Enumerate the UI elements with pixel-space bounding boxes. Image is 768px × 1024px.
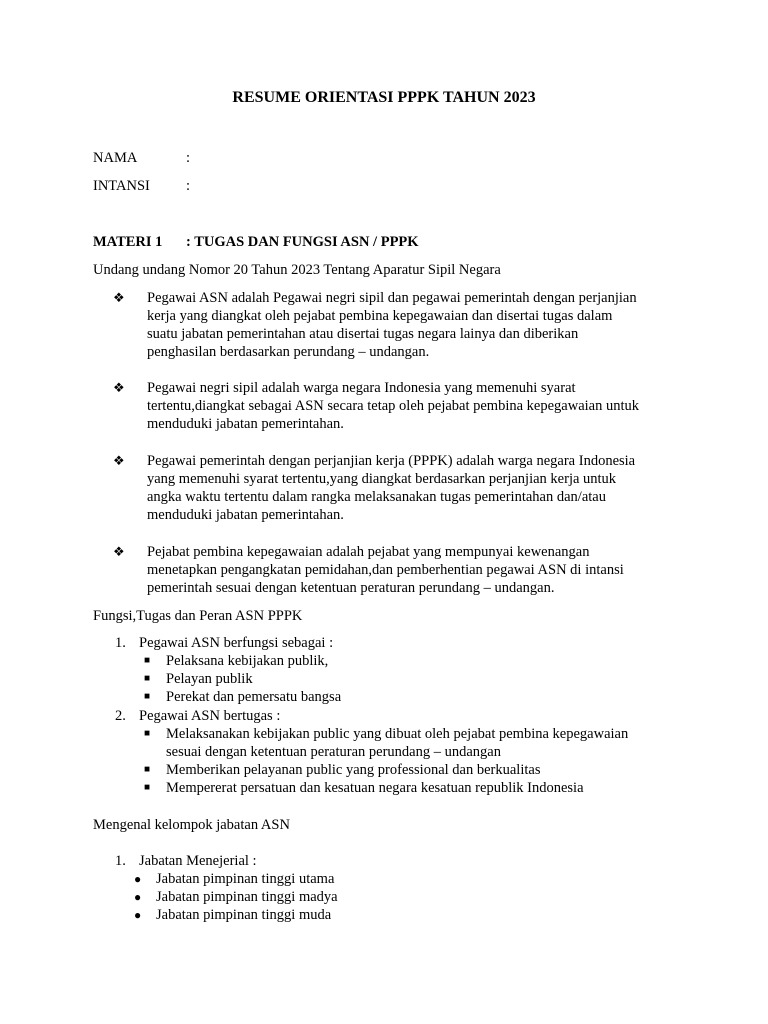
square-bullet-icon: ■ <box>144 691 151 702</box>
field-intansi <box>93 177 190 195</box>
numbered-item <box>115 707 280 725</box>
square-bullet-icon: ■ <box>144 673 151 684</box>
square-bullet-icon: ■ <box>144 764 151 775</box>
list-item <box>144 761 696 779</box>
bullet-line: Pelayan publik <box>166 671 253 687</box>
bullet-line: Jabatan pimpinan tinggi muda <box>156 907 332 923</box>
bullet-line: Perekat dan pemersatu bangsa <box>166 689 342 705</box>
dot-bullet-icon: ● <box>134 890 142 904</box>
square-bullet-icon: ■ <box>144 655 151 666</box>
bullet-line: yang memenuhi syarat tertentu,yang diangkat berdasarkan perjanjian kerja untuk <box>147 471 617 487</box>
field-nama <box>93 149 190 167</box>
bullet-line: kerja yang diangkat oleh pejabat pembina kepegawaian dan disertai tugas dalam <box>147 308 613 324</box>
bullet-line: pemerintah sesuai dengan ketentuan peraturan perundang – undangan. <box>147 580 555 596</box>
field-separator: : <box>186 150 191 166</box>
bullet-line: Melaksanakan kebijakan public yang dibuat oleh pejabat pembina kepegawaian <box>166 726 629 742</box>
bullet-line: Mempererat persatuan dan kesatuan negara kesatuan republik Indonesia <box>166 780 584 796</box>
bullet-line: sesuai dengan ketentuan peraturan perundang – undangan <box>166 744 501 760</box>
square-bullet-icon: ■ <box>144 728 151 739</box>
numbered-item <box>115 852 257 870</box>
field-label: NAMA <box>93 150 138 166</box>
list-item <box>113 452 687 524</box>
bullet-line: penghasilan berdasarkan perundang – undangan. <box>147 344 430 360</box>
bullet-line: menetapkan pengangkatan pemidahan,dan pemberhentian pegawai ASN di intansi <box>147 562 624 578</box>
materi-label: MATERI 1 <box>93 234 163 250</box>
numbered-item <box>115 634 333 652</box>
bullet-line: Pejabat pembina kepegawaian adalah pejabat yang mempunyai kewenangan <box>147 544 590 560</box>
list-item <box>144 670 696 688</box>
diamond-bullet-icon: ❖ <box>113 453 125 468</box>
dot-bullet-icon: ● <box>134 908 142 922</box>
list-item <box>113 289 687 361</box>
bullet-line: angka waktu tertentu dalam rangka melaksanakan tugas pemerintahan dan/atau <box>147 489 606 505</box>
diamond-bullet-icon: ❖ <box>113 380 125 395</box>
square-bullet-icon: ■ <box>144 782 151 793</box>
item-text: Pegawai ASN bertugas : <box>139 708 281 724</box>
list-item <box>113 543 687 597</box>
item-text: Pegawai ASN berfungsi sebagai : <box>139 635 334 651</box>
diamond-bullet-icon: ❖ <box>113 290 125 305</box>
materi-text: : TUGAS DAN FUNGSI ASN / PPPK <box>186 234 419 250</box>
bullet-line: Pegawai negri sipil adalah warga negara Indonesia yang memenuhi syarat <box>147 380 576 396</box>
list-item <box>144 652 696 670</box>
list-item <box>144 688 696 706</box>
list-item <box>134 906 332 924</box>
item-text: Jabatan Menejerial : <box>139 853 257 869</box>
item-number: 1. <box>115 635 126 651</box>
field-label: INTANSI <box>93 178 150 194</box>
list-item <box>144 779 696 797</box>
bullet-line: Memberikan pelayanan public yang professional dan berkualitas <box>166 762 541 778</box>
field-separator: : <box>186 178 191 194</box>
materi-heading <box>93 233 419 251</box>
list-item <box>134 870 335 888</box>
bullet-line: menduduki jabatan pemerintahan. <box>147 507 344 523</box>
bullet-line: suatu jabatan pemerintahan atau disertai tugas negara lainya dan diberikan <box>147 326 579 342</box>
bullet-line: tertentu,diangkat sebagai ASN secara tetap oleh pejabat pembina kepegawaian untuk <box>147 398 640 414</box>
bullet-line: menduduki jabatan pemerintahan. <box>147 416 344 432</box>
fungsi-heading: Fungsi,Tugas dan Peran ASN PPPK <box>93 608 303 624</box>
bullet-line: Pegawai pemerintah dengan perjanjian kerja (PPPK) adalah warga negara Indonesia <box>147 453 636 469</box>
list-item <box>144 725 696 761</box>
item-number: 1. <box>115 853 126 869</box>
kelompok-heading: Mengenal kelompok jabatan ASN <box>93 817 290 833</box>
bullet-line: Pegawai ASN adalah Pegawai negri sipil dan pegawai pemerintah dengan perjanjian <box>147 290 637 306</box>
document-title: RESUME ORIENTASI PPPK TAHUN 2023 <box>232 89 536 106</box>
bullet-line: Jabatan pimpinan tinggi madya <box>156 889 338 905</box>
diamond-bullet-icon: ❖ <box>113 544 125 559</box>
dot-bullet-icon: ● <box>134 872 142 886</box>
bullet-line: Jabatan pimpinan tinggi utama <box>156 871 335 887</box>
bullet-line: Pelaksana kebijakan publik, <box>166 653 329 669</box>
intro-paragraph: Undang undang Nomor 20 Tahun 2023 Tentang Aparatur Sipil Negara <box>93 262 501 278</box>
list-item <box>134 888 338 906</box>
item-number: 2. <box>115 708 126 724</box>
list-item <box>113 379 687 433</box>
